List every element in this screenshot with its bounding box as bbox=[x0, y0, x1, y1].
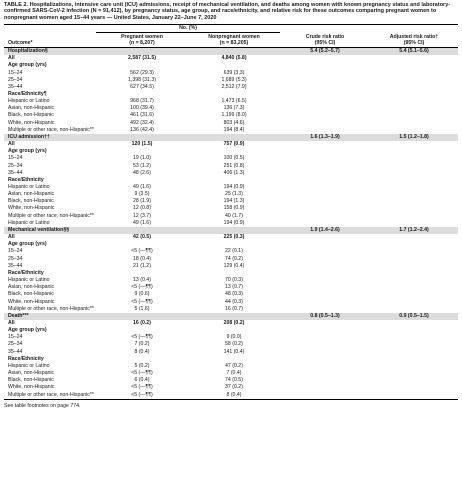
section-label: Mechanical ventilation§§ bbox=[8, 226, 70, 233]
row-label: Multiple or other race, non-Hispanic** bbox=[8, 212, 94, 219]
row-label: 25–34 bbox=[8, 255, 23, 262]
table-row bbox=[4, 377, 458, 384]
header-row-columns bbox=[4, 33, 458, 48]
empty-cell bbox=[370, 248, 458, 255]
empty-cell bbox=[370, 256, 458, 263]
nonpregnant-value: 37 (0.2) bbox=[225, 384, 243, 391]
table-row bbox=[4, 306, 458, 313]
pregnant-value: 136 (42.4) bbox=[130, 126, 154, 133]
row-label: Black, non-Hispanic bbox=[8, 198, 54, 205]
table-row bbox=[4, 155, 458, 162]
nonpregnant-value: 9 (0.0) bbox=[226, 334, 242, 341]
table-body bbox=[4, 48, 458, 400]
nonpregnant-value: 4,840 (5.8) bbox=[221, 55, 247, 62]
row-label: 25–34 bbox=[8, 76, 23, 83]
pregnant-value: 627 (34.5) bbox=[130, 83, 154, 90]
nonpregnant-value: 40 (1.7) bbox=[225, 212, 243, 219]
empty-cell bbox=[370, 320, 458, 327]
empty-cell bbox=[370, 105, 458, 112]
row-label: Asian, non-Hispanic bbox=[8, 105, 55, 112]
section-label: Hospitalization§ bbox=[8, 48, 48, 55]
row-label: Black, non-Hispanic bbox=[8, 112, 54, 119]
pregnant-value: 9 (0.6) bbox=[134, 291, 150, 298]
empty-cell bbox=[280, 205, 370, 212]
empty-cell bbox=[188, 134, 280, 141]
pregnant-value: 12 (3.7) bbox=[133, 212, 151, 219]
nonpregnant-value: 47 (0.2) bbox=[225, 362, 243, 369]
outcomes-table bbox=[4, 24, 458, 400]
nonpregnant-value: 136 (7.3) bbox=[223, 105, 245, 112]
pregnant-value: <5 (—¶¶) bbox=[131, 284, 153, 291]
group-row bbox=[4, 62, 458, 69]
empty-cell bbox=[280, 256, 370, 263]
table-row bbox=[4, 84, 458, 91]
empty-cell bbox=[280, 198, 370, 205]
nonpregnant-value: 1,199 (8.0) bbox=[221, 112, 247, 119]
empty-cell bbox=[370, 341, 458, 348]
empty-cell bbox=[280, 70, 370, 77]
table-row bbox=[4, 284, 458, 291]
row-label: All bbox=[8, 319, 15, 326]
empty-cell bbox=[280, 105, 370, 112]
row-label: Hispanic or Latino bbox=[8, 219, 50, 226]
empty-cell bbox=[280, 55, 370, 62]
nonpregnant-value: 1,689 (5.3) bbox=[221, 76, 247, 83]
table-row bbox=[4, 370, 458, 377]
group-label: Race/Ethnicity bbox=[8, 355, 44, 362]
row-label: Asian, non-Hispanic bbox=[8, 284, 55, 291]
table-row bbox=[4, 184, 458, 191]
table-row bbox=[4, 112, 458, 119]
nonpregnant-value: 8 (0.4) bbox=[188, 392, 280, 400]
pregnant-value: <5 (—¶¶) bbox=[96, 392, 188, 400]
empty-cell bbox=[280, 341, 370, 348]
empty-cell bbox=[370, 191, 458, 198]
empty-cell bbox=[370, 184, 458, 191]
group-label: Age group (yrs) bbox=[8, 148, 47, 155]
table-row bbox=[4, 120, 458, 127]
table-row bbox=[4, 70, 458, 77]
nonpregnant-value: 25 (1.3) bbox=[225, 191, 243, 198]
group-row bbox=[4, 148, 458, 155]
row-label: All bbox=[8, 141, 15, 148]
row-label: Hispanic or Latino bbox=[8, 98, 50, 105]
empty-cell bbox=[370, 370, 458, 377]
pregnant-value: 492 (32.4) bbox=[130, 119, 154, 126]
empty-cell bbox=[280, 277, 370, 284]
pregnant-value: 18 (0.4) bbox=[133, 255, 151, 262]
empty-cell bbox=[280, 248, 370, 255]
row-label: 25–34 bbox=[8, 162, 23, 169]
empty-cell bbox=[280, 184, 370, 191]
table-row bbox=[4, 163, 458, 170]
all-row bbox=[4, 234, 458, 241]
empty-cell bbox=[370, 155, 458, 162]
empty-cell bbox=[280, 170, 370, 177]
empty-cell bbox=[370, 120, 458, 127]
row-label: White, non-Hispanic bbox=[8, 119, 55, 126]
section-label: Death*** bbox=[8, 312, 29, 319]
nonpregnant-value: 208 (0.2) bbox=[223, 319, 245, 326]
empty-cell bbox=[188, 313, 280, 320]
table-row bbox=[4, 263, 458, 270]
group-label: Age group (yrs) bbox=[8, 62, 47, 69]
table-row bbox=[4, 220, 458, 227]
nonpregnant-value: 757 (0.9) bbox=[223, 141, 245, 148]
nonpregnant-value: 13 (0.7) bbox=[225, 284, 243, 291]
pregnant-value: 968 (31.7) bbox=[130, 98, 154, 105]
table-row bbox=[4, 213, 458, 220]
row-label: 35–44 bbox=[8, 262, 23, 269]
empty-cell bbox=[370, 127, 458, 134]
nonpregnant-value: 129 (0.4) bbox=[223, 262, 245, 269]
row-label: Multiple or other race, non-Hispanic** bbox=[8, 305, 94, 312]
table-row bbox=[4, 291, 458, 298]
pregnant-header: Pregnant women (n = 8,207) bbox=[96, 33, 188, 48]
pregnant-value: 1,398 (31.3) bbox=[128, 76, 156, 83]
row-label: All bbox=[8, 234, 15, 241]
pregnant-value: <5 (—¶¶) bbox=[131, 248, 153, 255]
empty-cell bbox=[370, 77, 458, 84]
empty-cell bbox=[370, 198, 458, 205]
section-row bbox=[4, 227, 458, 234]
count-percent-header: No. (%) bbox=[96, 24, 280, 32]
empty-cell bbox=[280, 84, 370, 91]
nonpregnant-value: 158 (0.9) bbox=[223, 205, 245, 212]
crude-ratio-cell: 5.4 (5.2–5.7) bbox=[310, 48, 340, 55]
row-label: Multiple or other race, non-Hispanic** bbox=[8, 126, 94, 133]
empty-cell bbox=[280, 291, 370, 298]
row-label: Hispanic or Latino bbox=[8, 277, 50, 284]
empty-cell bbox=[370, 263, 458, 270]
empty-cell bbox=[280, 392, 370, 400]
nonpregnant-value: 74 (0.5) bbox=[225, 377, 243, 384]
table-row bbox=[4, 256, 458, 263]
table-row bbox=[4, 277, 458, 284]
pregnant-value: 5 (1.6) bbox=[134, 305, 150, 312]
table-row bbox=[4, 77, 458, 84]
pregnant-value: 100 (39.4) bbox=[130, 105, 154, 112]
empty-cell bbox=[280, 220, 370, 227]
pregnant-value: 2,587 (31.5) bbox=[128, 55, 156, 62]
group-label: Age group (yrs) bbox=[8, 241, 47, 248]
section-row bbox=[4, 48, 458, 56]
empty-cell bbox=[370, 299, 458, 306]
nonpregnant-value: 194 (0.9) bbox=[223, 184, 245, 191]
empty-cell bbox=[280, 141, 370, 148]
nonpregnant-value: 100 (0.5) bbox=[223, 155, 245, 162]
row-label: 35–44 bbox=[8, 83, 23, 90]
pregnant-value: 6 (0.4) bbox=[134, 377, 150, 384]
empty-cell bbox=[370, 70, 458, 77]
empty-cell bbox=[370, 377, 458, 384]
pregnant-value: 8 (0.4) bbox=[134, 348, 150, 355]
empty-cell bbox=[188, 48, 280, 56]
table-row bbox=[4, 334, 458, 341]
table-row bbox=[4, 248, 458, 255]
row-label: White, non-Hispanic bbox=[8, 384, 55, 391]
pregnant-value: 19 (1.0) bbox=[133, 155, 151, 162]
empty-cell bbox=[96, 134, 188, 141]
nonpregnant-value: 7 (0.4) bbox=[226, 370, 242, 377]
table-row bbox=[4, 105, 458, 112]
table-row bbox=[4, 205, 458, 212]
empty-cell bbox=[96, 48, 188, 56]
empty-cell bbox=[280, 127, 370, 134]
nonpregnant-value: 22 (0.1) bbox=[225, 248, 243, 255]
table-row bbox=[4, 191, 458, 198]
group-label: Race/Ethnicity bbox=[8, 269, 44, 276]
group-row bbox=[4, 241, 458, 248]
empty-cell bbox=[370, 284, 458, 291]
empty-cell bbox=[280, 377, 370, 384]
empty-cell bbox=[370, 384, 458, 391]
empty-cell bbox=[96, 313, 188, 320]
nonpregnant-value: 194 (0.9) bbox=[223, 219, 245, 226]
adjusted-ratio-cell: 5.4 (5.1–5.6) bbox=[399, 48, 429, 55]
pregnant-value: 48 (2.6) bbox=[133, 169, 151, 176]
pregnant-value: 12 (0.8) bbox=[133, 205, 151, 212]
adjusted-ratio-cell: 1.5 (1.2–1.8) bbox=[399, 133, 429, 140]
group-label: Race/Ethnicity bbox=[8, 176, 44, 183]
nonpregnant-value: 406 (1.3) bbox=[223, 169, 245, 176]
empty-cell bbox=[188, 227, 280, 234]
empty-cell bbox=[280, 112, 370, 119]
table-row bbox=[4, 170, 458, 177]
outcome-header: Outcome* bbox=[4, 33, 96, 48]
empty-cell bbox=[370, 170, 458, 177]
table-row bbox=[4, 98, 458, 105]
nonpregnant-value: 70 (0.3) bbox=[225, 277, 243, 284]
empty-cell bbox=[280, 334, 370, 341]
table-row bbox=[4, 341, 458, 348]
nonpregnant-value: 225 (0.3) bbox=[223, 234, 245, 241]
table-figure bbox=[4, 0, 458, 409]
pregnant-value: 53 (1.2) bbox=[133, 162, 151, 169]
empty-cell bbox=[370, 205, 458, 212]
row-label: 15–24 bbox=[8, 248, 23, 255]
empty-cell bbox=[370, 234, 458, 241]
row-label: 15–24 bbox=[8, 334, 23, 341]
row-label: Black, non-Hispanic bbox=[8, 377, 54, 384]
group-row bbox=[4, 327, 458, 334]
pregnant-value: 28 (1.9) bbox=[133, 198, 151, 205]
empty-cell bbox=[370, 306, 458, 313]
empty-cell bbox=[280, 163, 370, 170]
row-label: 15–24 bbox=[8, 155, 23, 162]
empty-cell bbox=[280, 384, 370, 391]
empty-cell bbox=[370, 363, 458, 370]
group-row bbox=[4, 91, 458, 98]
row-label: White, non-Hispanic bbox=[8, 205, 55, 212]
nonpregnant-value: 251 (0.8) bbox=[223, 162, 245, 169]
nonpregnant-value: 48 (0.3) bbox=[225, 291, 243, 298]
all-row bbox=[4, 141, 458, 148]
header-row-span bbox=[4, 24, 458, 32]
row-label: Hispanic or Latino bbox=[8, 362, 50, 369]
empty-cell bbox=[370, 213, 458, 220]
nonpregnant-value: 2,512 (7.9) bbox=[221, 83, 247, 90]
group-label: Age group (yrs) bbox=[8, 327, 47, 334]
pregnant-value: <5 (—¶¶) bbox=[131, 334, 153, 341]
empty-cell bbox=[370, 98, 458, 105]
empty-cell bbox=[370, 277, 458, 284]
empty-cell bbox=[370, 334, 458, 341]
nonpregnant-value: 803 (4.6) bbox=[223, 119, 245, 126]
empty-cell bbox=[370, 55, 458, 62]
pregnant-value: <5 (—¶¶) bbox=[131, 298, 153, 305]
row-label: Asian, non-Hispanic bbox=[8, 191, 55, 198]
empty-cell bbox=[280, 370, 370, 377]
pregnant-value: 13 (0.4) bbox=[133, 277, 151, 284]
nonpregnant-value: 141 (0.4) bbox=[223, 348, 245, 355]
pregnant-value: 5 (0.2) bbox=[134, 362, 150, 369]
table-row bbox=[4, 349, 458, 356]
empty-cell bbox=[280, 191, 370, 198]
row-label: Asian, non-Hispanic bbox=[8, 370, 55, 377]
nonpregnant-value: 194 (1.3) bbox=[223, 198, 245, 205]
row-label: Black, non-Hispanic bbox=[8, 291, 54, 298]
empty-cell bbox=[280, 120, 370, 127]
nonpregnant-value: 1,473 (6.5) bbox=[221, 98, 247, 105]
table-row bbox=[4, 198, 458, 205]
row-label: 35–44 bbox=[8, 169, 23, 176]
empty-cell bbox=[280, 155, 370, 162]
table-row bbox=[4, 392, 458, 400]
pregnant-value: 461 (31.6) bbox=[130, 112, 154, 119]
empty-cell bbox=[280, 98, 370, 105]
empty-cell bbox=[280, 284, 370, 291]
pregnant-value: 21 (1.2) bbox=[133, 262, 151, 269]
nonpregnant-value: 639 (3.3) bbox=[223, 69, 245, 76]
adjusted-ratio-header: Adjusted risk ratio† (95% CI) bbox=[370, 33, 458, 48]
group-row bbox=[4, 356, 458, 363]
nonpregnant-value: 74 (0.2) bbox=[225, 255, 243, 262]
nonpregnant-header: Nonpregnant women (n = 83,205) bbox=[188, 33, 280, 48]
empty-cell bbox=[370, 141, 458, 148]
crude-ratio-cell: 0.8 (0.5–1.3) bbox=[310, 312, 340, 319]
pregnant-value: 42 (0.5) bbox=[133, 234, 151, 241]
table-title: TABLE 2. Hospitalizations, intensive care unit (ICU) admissions, receipt of mechanical ventilation, and deaths among women with known pregnancy status and laboratory-confirmed SARS-CoV-2 infection (N = 91,412), by pregnancy status, age group, and race/ethnicity, and relative risk for these outcomes comparing pregnant women to nonpregnant women aged 15–44 years — United States, January 22–June 7, 2020 bbox=[4, 2, 451, 21]
pregnant-value: 120 (1.5) bbox=[131, 141, 153, 148]
empty-cell bbox=[370, 84, 458, 91]
adjusted-ratio-cell: 1.7 (1.2–2.4) bbox=[399, 226, 429, 233]
pregnant-value: 9 (3.5) bbox=[134, 191, 150, 198]
table-row bbox=[4, 363, 458, 370]
crude-ratio-header: Crude risk ratio (95% CI) bbox=[280, 33, 370, 48]
empty-cell bbox=[370, 220, 458, 227]
empty-cell bbox=[280, 299, 370, 306]
empty-cell bbox=[370, 392, 458, 400]
empty-cell bbox=[280, 77, 370, 84]
empty-cell bbox=[370, 163, 458, 170]
pregnant-value: <5 (—¶¶) bbox=[131, 370, 153, 377]
pregnant-value: <5 (—¶¶) bbox=[131, 384, 153, 391]
empty-cell bbox=[280, 320, 370, 327]
all-row bbox=[4, 55, 458, 62]
empty-cell bbox=[280, 234, 370, 241]
empty-cell bbox=[370, 291, 458, 298]
adjusted-ratio-cell: 0.9 (0.5–1.5) bbox=[399, 312, 429, 319]
empty-cell bbox=[370, 112, 458, 119]
crude-ratio-cell: 1.6 (1.3–1.9) bbox=[310, 133, 340, 140]
row-label: Hispanic or Latino bbox=[8, 184, 50, 191]
group-label: Race/Ethnicity¶ bbox=[8, 90, 47, 97]
empty-cell bbox=[280, 213, 370, 220]
row-label: 15–24 bbox=[8, 69, 23, 76]
row-label: All bbox=[8, 55, 15, 62]
nonpregnant-value: 16 (0.7) bbox=[225, 305, 243, 312]
pregnant-value: 16 (0.2) bbox=[133, 319, 151, 326]
pregnant-value: 49 (1.6) bbox=[133, 184, 151, 191]
table-footnote: See table footnotes on page 774. bbox=[4, 402, 81, 409]
all-row bbox=[4, 320, 458, 327]
empty-cell bbox=[96, 227, 188, 234]
row-label: 25–34 bbox=[8, 341, 23, 348]
table-row bbox=[4, 127, 458, 134]
table-row bbox=[4, 299, 458, 306]
group-row bbox=[4, 177, 458, 184]
nonpregnant-value: 58 (0.2) bbox=[225, 341, 243, 348]
pregnant-value: 562 (29.3) bbox=[130, 69, 154, 76]
empty-cell bbox=[280, 363, 370, 370]
crude-ratio-cell: 1.9 (1.4–2.6) bbox=[310, 226, 340, 233]
section-row bbox=[4, 313, 458, 320]
group-row bbox=[4, 270, 458, 277]
table-row bbox=[4, 384, 458, 391]
section-label: ICU admission†† bbox=[8, 133, 50, 140]
section-row bbox=[4, 134, 458, 141]
row-label: White, non-Hispanic bbox=[8, 298, 55, 305]
empty-cell bbox=[370, 349, 458, 356]
pregnant-value: 7 (0.2) bbox=[134, 341, 150, 348]
empty-cell bbox=[280, 306, 370, 313]
nonpregnant-value: 194 (8.4) bbox=[223, 126, 245, 133]
empty-cell bbox=[280, 263, 370, 270]
pregnant-value: 49 (1.6) bbox=[133, 219, 151, 226]
row-label: Multiple or other race, non-Hispanic** bbox=[4, 392, 96, 400]
row-label: 35–44 bbox=[8, 348, 23, 355]
nonpregnant-value: 44 (0.3) bbox=[225, 298, 243, 305]
empty-cell bbox=[280, 349, 370, 356]
